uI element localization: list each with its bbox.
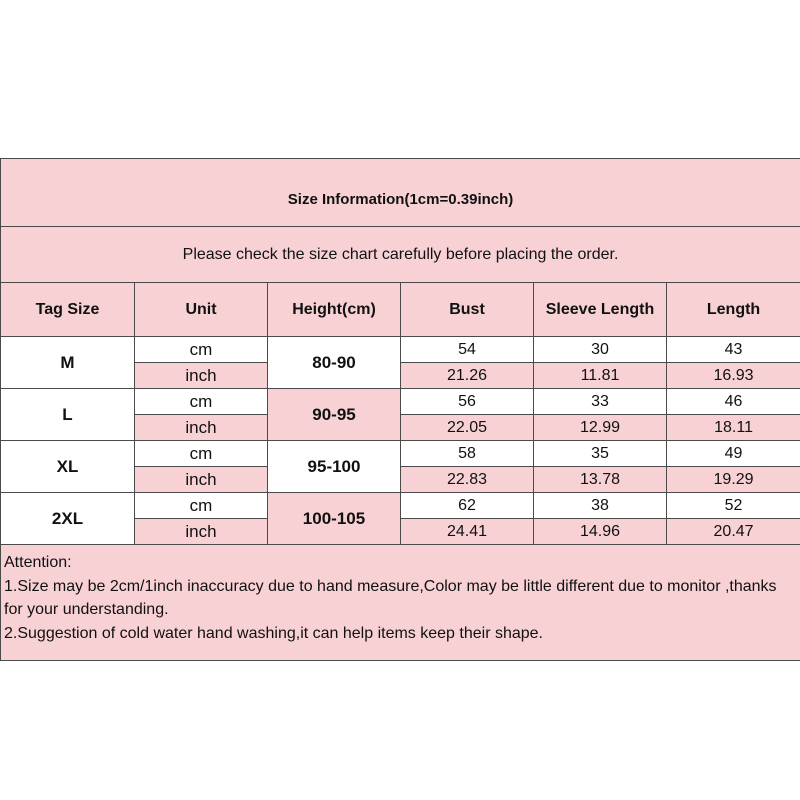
height-cell: 95-100: [268, 441, 401, 493]
length-cell: 20.47: [667, 519, 800, 545]
tag-size-cell: 2XL: [1, 493, 135, 545]
note-washing: 2.Suggestion of cold water hand washing,it can help items keep their shape.: [4, 624, 543, 642]
length-cell: 46: [667, 389, 800, 415]
unit-cell: cm: [135, 493, 268, 519]
unit-cell: cm: [135, 389, 268, 415]
bust-cell: 22.83: [401, 467, 534, 493]
header-unit: Unit: [135, 283, 268, 337]
header-sleeve-length: Sleeve Length: [534, 283, 667, 337]
attention-heading: Attention:: [4, 554, 72, 571]
attention-notes: [1, 545, 800, 661]
bust-cell: 21.26: [401, 363, 534, 389]
sleeve-length-cell: 12.99: [534, 415, 667, 441]
length-cell: 49: [667, 441, 800, 467]
size-chart-table: [0, 158, 800, 661]
bust-cell: 24.41: [401, 519, 534, 545]
height-cell: 90-95: [268, 389, 401, 441]
length-cell: 16.93: [667, 363, 800, 389]
table-row: [1, 389, 800, 415]
unit-cell: cm: [135, 337, 268, 363]
notice-row: [1, 227, 800, 283]
tag-size-cell: L: [1, 389, 135, 441]
unit-cell: inch: [135, 415, 268, 441]
sleeve-length-cell: 14.96: [534, 519, 667, 545]
bust-cell: 54: [401, 337, 534, 363]
notes-row: [1, 545, 800, 661]
header-row: [1, 283, 800, 337]
size-chart-sheet: [0, 158, 800, 642]
sleeve-length-cell: 35: [534, 441, 667, 467]
tag-size-cell: M: [1, 337, 135, 389]
table-row: [1, 337, 800, 363]
bust-cell: 62: [401, 493, 534, 519]
table-row: [1, 493, 800, 519]
height-cell: 80-90: [268, 337, 401, 389]
sleeve-length-cell: 13.78: [534, 467, 667, 493]
unit-cell: inch: [135, 363, 268, 389]
note-measurement: 1.Size may be 2cm/1inch inaccuracy due to hand measure,Color may be little different due to monitor ,thanks for your understanding.: [4, 577, 777, 618]
header-height: Height(cm): [268, 283, 401, 337]
unit-cell: inch: [135, 467, 268, 493]
height-cell: 100-105: [268, 493, 401, 545]
unit-cell: inch: [135, 519, 268, 545]
length-cell: 19.29: [667, 467, 800, 493]
chart-title: Size Information(1cm=0.39inch): [1, 159, 800, 227]
table-row: [1, 441, 800, 467]
tag-size-cell: XL: [1, 441, 135, 493]
length-cell: 18.11: [667, 415, 800, 441]
sleeve-length-cell: 30: [534, 337, 667, 363]
order-notice: Please check the size chart carefully before placing the order.: [1, 227, 800, 283]
title-row: [1, 159, 800, 227]
header-bust: Bust: [401, 283, 534, 337]
bust-cell: 56: [401, 389, 534, 415]
bust-cell: 58: [401, 441, 534, 467]
header-tag-size: Tag Size: [1, 283, 135, 337]
sleeve-length-cell: 38: [534, 493, 667, 519]
length-cell: 52: [667, 493, 800, 519]
sleeve-length-cell: 11.81: [534, 363, 667, 389]
sleeve-length-cell: 33: [534, 389, 667, 415]
length-cell: 43: [667, 337, 800, 363]
unit-cell: cm: [135, 441, 268, 467]
bust-cell: 22.05: [401, 415, 534, 441]
header-length: Length: [667, 283, 800, 337]
